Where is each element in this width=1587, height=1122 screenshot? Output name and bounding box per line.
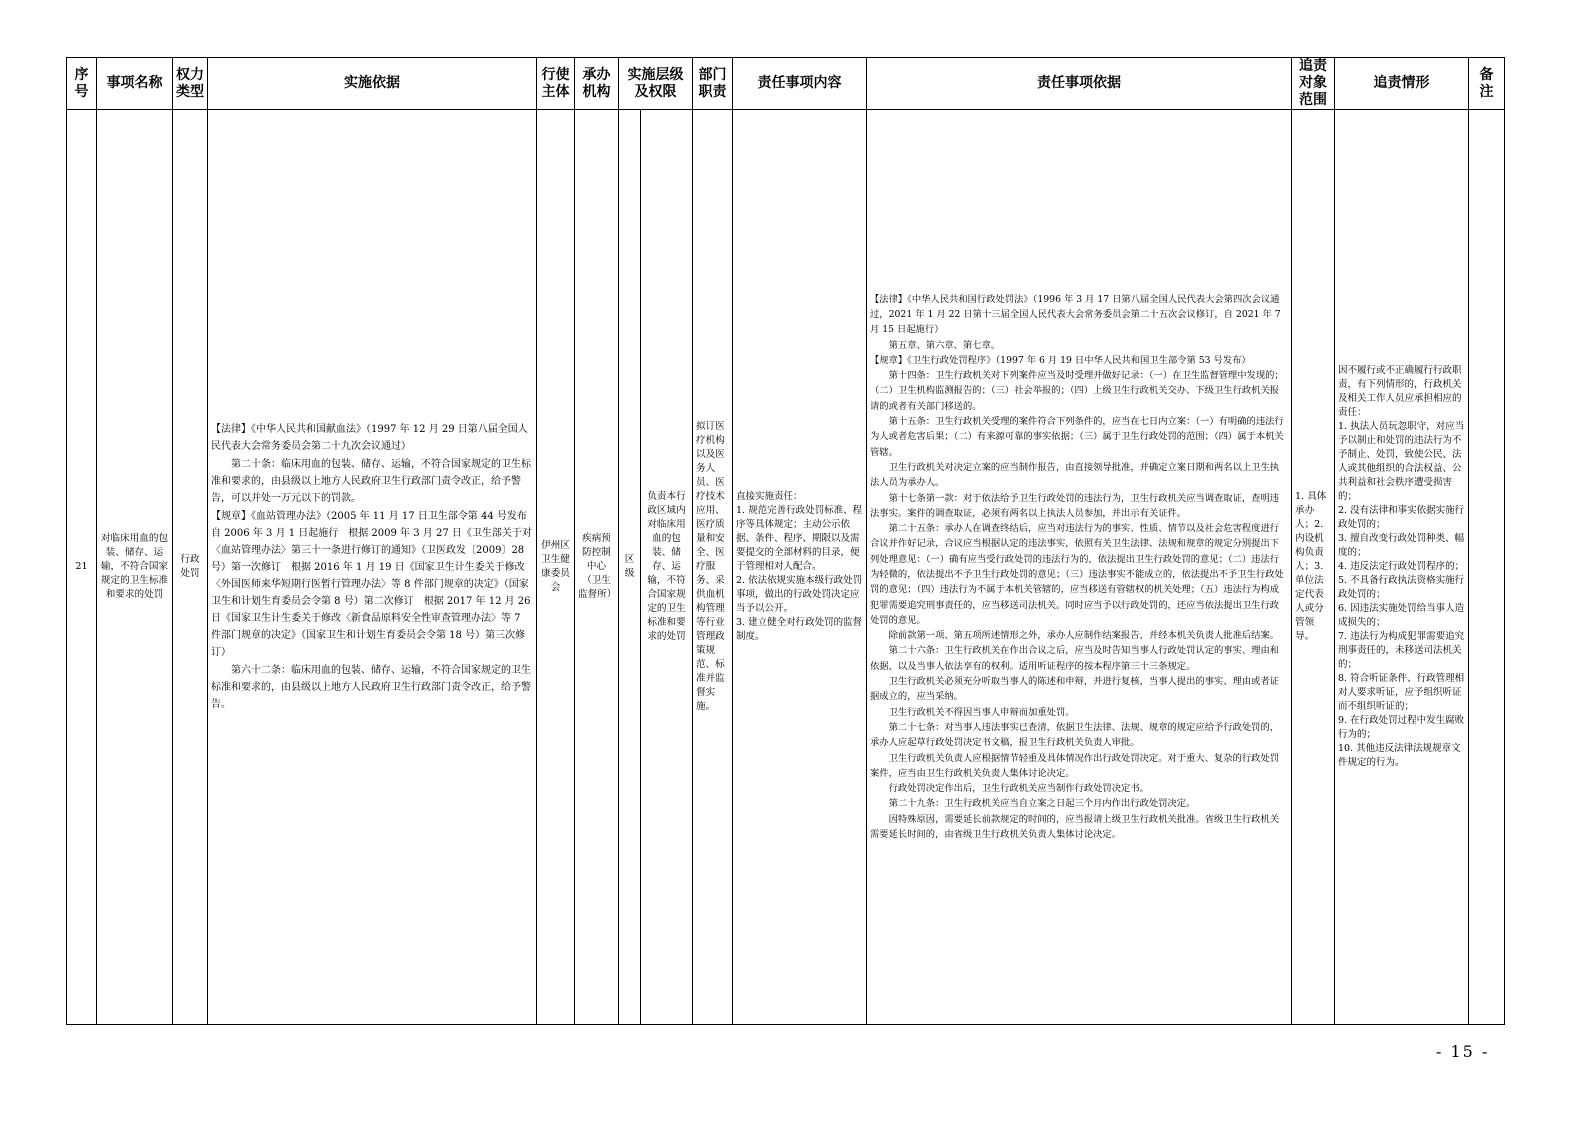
row-dept: 拟订医疗机构以及医务人员、医疗技术应用、医疗质量和安全、医疗服务、采供血机构管理等行业管理政策规范、标准并监督实施。 — [693, 110, 733, 1025]
header-subject: 行使主体 — [537, 58, 575, 110]
circumstance-item: 6. 因违法实施处罚给当事人造成损失的； — [1338, 603, 1465, 628]
circumstance-item: 因不履行或不正确履行行政职责，有下列情形的，行政机关及相关工作人员应承担相应的责任： — [1338, 365, 1462, 418]
row-basis — [208, 110, 537, 1025]
duty-content-item: 直接实施责任： — [736, 491, 803, 502]
duty-content-item: 3. 建立健全对行政处罚的监督制度。 — [736, 617, 863, 642]
row-remark — [1469, 110, 1505, 1025]
duty-basis-paragraph: 第十七条第一款：对于依法给予卫生行政处罚的违法行为，卫生行政机关应当调查取证，查明违法事实。案件的调查取证，必须有两名以上执法人员参加，并出示有关证件。 — [870, 492, 1280, 519]
duty-basis-paragraph: 第十四条：卫生行政机关对下列案件应当及时受理并做好记录：（一）在卫生监督管理中发现的；（二）卫生机构监测报告的；（三）社会举报的；（四）上级卫生行政机关交办、下级卫生行政机关报请的或者有关部门移送的。 — [870, 370, 1284, 412]
header-remark: 备注 — [1469, 58, 1505, 110]
row-circumstance — [1335, 110, 1469, 1025]
row-level-desc: 负责本行政区域内对临床用血的包装、储存、运输，不符合国家规定的卫生标准和要求的处罚 — [641, 110, 693, 1025]
duty-basis-text — [870, 292, 1288, 843]
duty-basis-paragraph: 卫生行政机关不得因当事人申辩而加重处罚。 — [888, 706, 1075, 718]
duty-basis-paragraph: 第二十六条：卫生行政机关在作出合议之后，应当及时告知当事人行政处罚认定的事实、理由和依据，以及当事人依法享有的权利。适用听证程序的按本程序第三十三条规定。 — [870, 645, 1280, 672]
row-type: 行政处罚 — [173, 110, 208, 1025]
duty-basis-paragraph: 卫生行政机关对决定立案的应当制作报告，由直接领导批准，并确定立案日期和两名以上卫生执法人员为承办人。 — [870, 461, 1280, 489]
duty-basis-paragraph: 【规章】《卫生行政处罚程序》（1997 年 6 月 19 日中华人民共和国卫生部令第 53 号发布） — [870, 354, 1251, 366]
duty-basis-paragraph: 第二十五条：承办人在调查终结后，应当对违法行为的事实、性质、情节以及社会危害程度进行合议并作好记录，合议应当根据认定的违法事实，依照有关卫生法律、法规和规章的规定分别提出下列处理意见：（一）确有应当受行政处罚的违法行为的，依法提出卫生行政处罚的意见；（二）违法行为轻微的，依法提出不予卫生行政处罚的意见；（三）违法事实不能成立的，依法提出不予卫生行政处罚的意见；（四）违法行为不属于本机关管辖的，应当移送有管辖权的机关处理；（五）违法行为构成犯罪需要追究刑事责任的，应当移送司法机关。同时应当予以行政处罚的，还应当依法提出卫生行政处罚的意见。 — [870, 523, 1284, 626]
duty-content-item: 1. 规范完善行政处罚标准、程序等具体规定；主动公示依据、条件、程序、期限以及需要提交的全部材料的目录，便于管理相对人配合。 — [736, 505, 863, 572]
duty-basis-paragraph: 第二十七条：对当事人违法事实已查清，依据卫生法律、法规、规章的规定应给予行政处罚的，承办人应起草行政处罚决定书文稿，报卫生行政机关负责人审批。 — [870, 721, 1280, 749]
row-duty-basis — [867, 110, 1292, 1025]
circumstance-item: 3. 擅自改变行政处罚种类、幅度的； — [1338, 533, 1465, 558]
basis-paragraph: 第六十二条：临床用血的包装、储存、运输，不符合国家规定的卫生标准和要求的，由县级以上地方人民政府卫生行政部门责令改正，给予警告。 — [211, 664, 531, 710]
duty-basis-paragraph: 第五章、第六章、第七章。 — [888, 339, 1001, 351]
row-level: 区级 — [619, 110, 641, 1025]
power-list-table — [66, 57, 1505, 1025]
basis-paragraph: 【法律】《中华人民共和国献血法》（1997 年 12 月 29 日第八届全国人民代表大会常务委员会第二十九次会议通过） — [211, 423, 528, 452]
row-duty-content — [733, 110, 867, 1025]
basis-paragraph: 第二十条：临床用血的包装、储存、运输，不符合国家规定的卫生标准和要求的，由县级以上地方人民政府卫生行政部门责令改正，给予警告，可以并处一万元以下的罚款。 — [211, 458, 531, 504]
table-row — [67, 110, 1505, 1025]
circumstance-item: 7. 违法行为构成犯罪需要追究刑事责任的，未移送司法机关的； — [1338, 631, 1465, 670]
duty-basis-paragraph: 【法律】《中华人民共和国行政处罚法》（1996 年 3 月 17 日第八届全国人民代表大会第四次会议通过，2021 年 1 月 22 日第十三届全国人民代表大会常务委员会第二十五次会议修订，自 2021 年 7 月 15 日起施行） — [870, 293, 1281, 336]
circumstance-item: 1. 执法人员玩忽职守，对应当予以制止和处罚的违法行为不予制止、处罚，致使公民、法人或其他组织的合法权益、公共利益和社会秩序遭受损害的； — [1338, 421, 1465, 502]
header-dept: 部门职责 — [693, 58, 733, 110]
header-level: 实施层级及权限 — [619, 58, 693, 110]
row-name: 对临床用血的包装、储存、运输，不符合国家规定的卫生标准和要求的处罚 — [97, 110, 173, 1025]
header-circumstance: 追责情形 — [1335, 58, 1469, 110]
header-scope: 追责对象范围 — [1292, 58, 1335, 110]
page-number: - 15 - — [1436, 1042, 1490, 1061]
duty-basis-paragraph: 第二十九条：卫生行政机关应当自立案之日起三个月内作出行政处罚决定。 — [888, 798, 1196, 810]
header-seq: 序号 — [67, 58, 97, 110]
circumstance-item: 9. 在行政处罚过程中发生腐败行为的； — [1338, 715, 1465, 740]
header-name: 事项名称 — [97, 58, 173, 110]
circumstance-item: 10. 其他违反法律法规规章文件规定的行为。 — [1338, 743, 1461, 768]
duty-basis-paragraph: 第十五条：卫生行政机关受理的案件符合下列条件的，应当在七日内立案：（一）有明确的违法行为人或者危害后果；（二）有来源可靠的事实依据；（三）属于卫生行政处罚的范围；（四）属于本机关管辖。 — [870, 416, 1284, 458]
duty-basis-paragraph: 除前款第一项、第五项所述情形之外，承办人应制作结案报告，并经本机关负责人批准后结案。 — [888, 630, 1280, 642]
duty-basis-paragraph: 卫生行政机关必须充分听取当事人的陈述和申辩，并进行复核，当事人提出的事实、理由或者证据成立的，应当采纳。 — [870, 676, 1280, 703]
header-type: 权力类型 — [173, 58, 208, 110]
row-scope: 1. 具体承办人；2. 内设机构负责人；3. 单位法定代表人或分管领导。 — [1292, 110, 1335, 1025]
basis-paragraph: 【规章】《血站管理办法》（2005 年 11 月 17 日卫生部令第 44 号发布自 2006 年 3 月 1 日起施行 根据 2009 年 3 月 27 日《卫生部关于对〈血站管理办法〉第三十一条进行修订的通知》（卫医政发〔2009〕28 号）第一次修订 根据 2016 年 1 月 19 日《国家卫生计生委关于修改〈外国医师来华短期行医暂行管理办法〉等 8 件部门规章的决定》（国家卫生和计划生育委员会令第 8 号）第二次修订 根据 2017 年 12 月 26 日《国家卫生计生委关于修改〈新食品原料安全性审查管理办法〉等 7 件部门规章的决定》（国家卫生和计划生育委员会令第 18 号）第三次修订） — [211, 510, 532, 658]
row-agency: 疾病预防控制中心（卫生监督所） — [575, 110, 619, 1025]
circumstance-item: 8. 符合听证条件、行政管理相对人要求听证，应予组织听证而不组织听证的； — [1338, 673, 1465, 712]
row-subject: 伊州区卫生健康委员会 — [537, 110, 575, 1025]
header-duty-content: 责任事项内容 — [733, 58, 867, 110]
duty-basis-paragraph: 卫生行政机关负责人应根据情节轻重及具体情况作出行政处罚决定。对于重大、复杂的行政处罚案件，应当由卫生行政机关负责人集体讨论决定。 — [870, 752, 1280, 779]
row-seq: 21 — [67, 110, 97, 1025]
header-agency: 承办机构 — [575, 58, 619, 110]
duty-basis-paragraph: 因特殊原因，需要延长前款规定的时间的，应当报请上级卫生行政机关批准。省级卫生行政机关需要延长时间的，由省级卫生行政机关负责人集体讨论决定。 — [870, 813, 1280, 841]
circumstance-item: 5. 不具备行政执法资格实施行政处罚的； — [1338, 575, 1465, 600]
basis-text — [211, 421, 533, 713]
header-duty-basis: 责任事项依据 — [867, 58, 1292, 110]
circumstance-item: 2. 没有法律和事实依据实施行政处罚的； — [1338, 505, 1465, 530]
header-basis: 实施依据 — [208, 58, 537, 110]
header-row — [67, 58, 1505, 110]
duty-basis-paragraph: 行政处罚决定作出后，卫生行政机关应当制作行政处罚决定书。 — [888, 783, 1149, 795]
circumstance-item: 4. 违反法定行政处罚程序的； — [1338, 561, 1465, 572]
duty-content-item: 2. 依法依规实施本级行政处罚事项，做出的行政处罚决定应当予以公开。 — [736, 575, 863, 614]
